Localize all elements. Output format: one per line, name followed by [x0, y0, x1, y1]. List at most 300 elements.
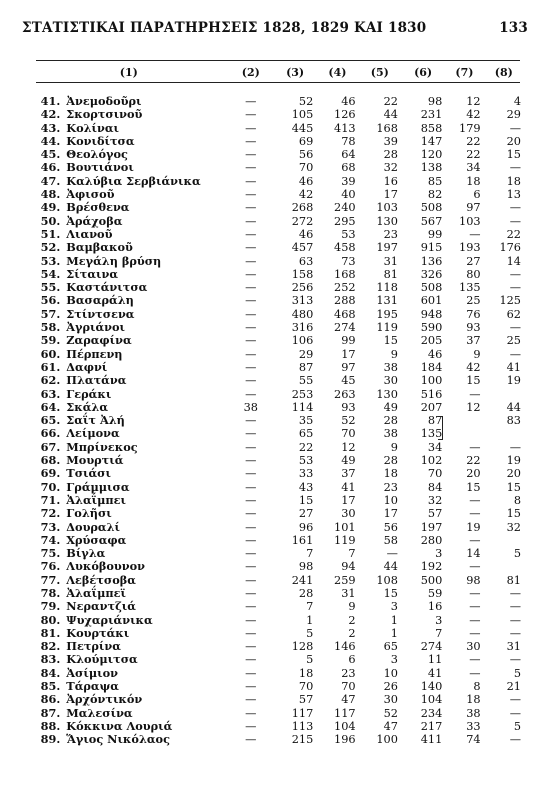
col4-value: 31 [341, 586, 356, 600]
row-number: 64. [40, 399, 61, 414]
col4-value: 17 [341, 493, 356, 507]
col2-value: — [245, 467, 257, 481]
col5-value: 56 [383, 520, 398, 534]
row-number: 51. [40, 226, 61, 241]
col2-value: — [245, 294, 257, 308]
table-row [30, 560, 524, 573]
col4-value: 413 [334, 121, 356, 135]
table-row [30, 680, 524, 693]
col2-value: — [245, 480, 257, 494]
col5-value: 15 [383, 586, 398, 600]
col4-value: 68 [341, 161, 356, 175]
col4-value: 41 [341, 480, 356, 494]
col8-value: 62 [506, 307, 521, 321]
col6-value: 411 [420, 733, 443, 747]
col3-value: 18 [298, 666, 314, 680]
table-row [30, 108, 524, 121]
col5-value: 31 [383, 254, 398, 268]
table-row [30, 640, 524, 653]
col5-value: 58 [383, 533, 398, 547]
table-row [30, 348, 524, 361]
table-row [30, 175, 524, 188]
column-header-2: (2) [241, 65, 260, 79]
col2-value: — [245, 653, 257, 667]
col5-value: 47 [383, 719, 398, 733]
village-name: Λυκόβουνον [66, 559, 145, 574]
col3-value: 35 [298, 414, 314, 428]
table-row [30, 720, 524, 733]
table-row [30, 361, 524, 374]
col3-value: 457 [291, 241, 314, 255]
col3-value: 57 [298, 693, 314, 707]
col3-value: 56 [298, 148, 314, 162]
col6-value: 948 [420, 307, 443, 321]
col3-value: 96 [298, 520, 314, 534]
col8-value [484, 388, 524, 401]
col5-value: 52 [383, 706, 398, 720]
col4-value: 196 [334, 733, 356, 747]
col2-value: — [245, 533, 257, 547]
col3-value: 65 [298, 427, 314, 441]
col5-value: 23 [383, 227, 398, 241]
col2-value: — [245, 254, 257, 268]
col3-value: 445 [291, 121, 314, 135]
col6-value: 7 [435, 626, 443, 640]
col7-value: 103 [459, 214, 481, 228]
col8-value [484, 534, 524, 547]
village-name: Νεραντζιά [66, 599, 136, 614]
col7-value: — [469, 227, 481, 241]
col8-value: 15 [506, 480, 521, 494]
col4-value: 97 [341, 360, 356, 374]
col8-value: — [509, 626, 521, 640]
village-name: Ἀφισοῦ [66, 187, 115, 202]
col8-value: — [509, 321, 521, 335]
table-row [30, 693, 524, 706]
col6-value: 41 [427, 666, 443, 680]
statistics-table [30, 63, 524, 747]
col8-value: 25 [506, 334, 521, 348]
table-row [30, 481, 524, 494]
table-row [30, 255, 524, 268]
col7-value: — [469, 533, 481, 547]
col6-value: 11 [427, 653, 443, 667]
col4-value: 295 [334, 214, 356, 228]
col4-value: 458 [334, 241, 356, 255]
col6-value: 184 [420, 360, 443, 374]
row-number: 70. [40, 479, 61, 494]
village-name: Δουραλί [66, 519, 121, 534]
col8-value: — [509, 347, 521, 361]
col4-value: 119 [334, 533, 356, 547]
col5-value: — [386, 547, 398, 561]
village-name: Κολίναι [66, 120, 120, 135]
village-name: Κουρτάκι [66, 625, 130, 640]
village-name: Χρύσαφα [66, 532, 127, 547]
col8-value: — [509, 600, 521, 614]
village-name: Σαΐτ Ἀλή [66, 413, 125, 428]
col8-value: — [509, 201, 521, 215]
col3-value: 105 [291, 108, 314, 122]
col2-value: — [245, 520, 257, 534]
row-number: 86. [40, 692, 61, 707]
table-row [30, 534, 524, 547]
col6-value: 192 [420, 560, 443, 574]
col7-value: — [469, 666, 481, 680]
col3-value: 52 [298, 95, 314, 108]
col5-value: 9 [390, 440, 398, 454]
col6-value: 135 [420, 427, 443, 441]
col4-value: 94 [341, 560, 356, 574]
village-name: Τάραψα [66, 679, 119, 694]
row-number: 60. [40, 346, 61, 361]
table-row [30, 521, 524, 534]
col2-value: — [245, 121, 257, 135]
col4-value: 12 [341, 440, 356, 454]
col7-value: — [469, 586, 481, 600]
village-name: Πέρπενη [66, 346, 123, 361]
column-header-3: (3) [286, 65, 305, 79]
row-number: 54. [40, 266, 61, 281]
col4-value: 2 [348, 613, 356, 627]
row-number: 72. [40, 506, 61, 521]
col5-value: 108 [376, 573, 398, 587]
col4-value: 468 [334, 307, 356, 321]
col7-value: — [469, 613, 481, 627]
table-row [30, 614, 524, 627]
table-row [30, 334, 524, 347]
village-name: Λιανοῦ [66, 226, 113, 241]
col6-value: 100 [420, 374, 443, 388]
col8-value: 22 [506, 227, 521, 241]
col7-value: 98 [466, 573, 481, 587]
col2-value: — [245, 414, 257, 428]
col6-value: 205 [420, 334, 443, 348]
col4-value: 117 [334, 706, 356, 720]
row-number: 87. [40, 705, 61, 720]
col2-value: — [245, 108, 257, 122]
row-number: 85. [40, 679, 61, 694]
village-name: Ἀσίμιον [66, 665, 118, 680]
col4-value: 70 [341, 680, 356, 694]
col7-value: 12 [466, 400, 481, 414]
col4-value: 252 [334, 281, 356, 295]
col2-value: — [245, 321, 257, 335]
col8-value: 81 [506, 573, 521, 587]
table-row [30, 268, 524, 281]
col7-value: — [469, 387, 481, 401]
col6-value: 197 [420, 520, 443, 534]
col5-value: 1 [390, 613, 398, 627]
col5-value: 3 [390, 600, 398, 614]
col6-value: 85 [427, 174, 443, 188]
col8-value: 14 [506, 254, 521, 268]
col3-value: 28 [298, 586, 314, 600]
row-number: 59. [40, 333, 61, 348]
col5-value: 32 [383, 161, 398, 175]
col3-value: 268 [291, 201, 314, 215]
col6-value: 34 [427, 440, 443, 454]
col5-value: 23 [383, 480, 398, 494]
col3-value: 46 [298, 174, 314, 188]
col7-value: 93 [466, 321, 481, 335]
col2-value: — [245, 547, 257, 561]
table-row [30, 467, 524, 480]
col6-value: 3 [435, 547, 443, 561]
table-row [30, 308, 524, 321]
col2-value: — [245, 706, 257, 720]
col3-value: 29 [298, 347, 314, 361]
col2-value: — [245, 267, 257, 281]
col3-value: 55 [298, 374, 314, 388]
row-number: 52. [40, 240, 61, 255]
col5-value: 9 [390, 347, 398, 361]
col2-value: — [245, 387, 257, 401]
col6-value: 59 [427, 586, 443, 600]
col3-value: 106 [291, 334, 314, 348]
village-name: Γεράκι [66, 386, 112, 401]
col2-value: — [245, 680, 257, 694]
col5-value: 16 [383, 174, 398, 188]
col8-value: 125 [499, 294, 521, 308]
col5-value: 30 [383, 693, 398, 707]
col3-value: 33 [298, 467, 314, 481]
col3-value: 46 [298, 227, 314, 241]
village-name: Καστάνιτσα [66, 280, 148, 295]
col8-value: 4 [513, 95, 521, 108]
village-name: Ἀλαΐμπει [66, 492, 126, 507]
col8-value: — [509, 586, 521, 600]
table-row [30, 374, 524, 387]
col4-value: 23 [341, 666, 356, 680]
col7-value: 6 [473, 188, 481, 202]
col3-value: 53 [298, 454, 314, 468]
col7-value: 193 [459, 241, 481, 255]
col4-value: 101 [334, 520, 356, 534]
col6-value: 99 [427, 227, 443, 241]
col3-value: 22 [298, 440, 314, 454]
col8-value: 19 [506, 374, 521, 388]
col3-value: 70 [298, 161, 314, 175]
table-row [30, 587, 524, 600]
row-number: 49. [40, 200, 61, 215]
col5-value: 44 [383, 560, 398, 574]
col6-value: 217 [420, 719, 443, 733]
col3-value: 1 [306, 613, 314, 627]
col7-value: 30 [466, 640, 481, 654]
table-header-row [30, 63, 524, 81]
col3-value: 5 [306, 626, 314, 640]
table-row [30, 494, 524, 507]
col7-value: 80 [466, 267, 481, 281]
col7-value: 19 [466, 520, 481, 534]
col5-value: 17 [383, 507, 398, 521]
col2-value: — [245, 148, 257, 162]
col6-value: 590 [420, 321, 443, 335]
col3-value: 69 [298, 134, 314, 148]
row-number: 78. [40, 585, 61, 600]
col7-value: 18 [466, 174, 481, 188]
col3-value: 27 [298, 507, 314, 521]
table-row [30, 707, 524, 720]
row-number: 71. [40, 492, 61, 507]
col2-value: 38 [243, 400, 258, 414]
row-number: 55. [40, 280, 61, 295]
col2-value: — [245, 454, 257, 468]
col4-value: 39 [341, 174, 356, 188]
col4-value: 64 [341, 148, 356, 162]
col2-value: — [245, 719, 257, 733]
col8-value: 83 [506, 414, 521, 428]
col8-value: 5 [513, 719, 521, 733]
col5-value: 100 [376, 733, 398, 747]
col3-value: 7 [306, 547, 314, 561]
table-row [30, 388, 524, 401]
table-row [30, 667, 524, 680]
col7-value: 14 [466, 547, 481, 561]
col2-value: — [245, 573, 257, 587]
row-number: 73. [40, 519, 61, 534]
village-name: Στίντσενα [66, 306, 135, 321]
row-number: 77. [40, 572, 61, 587]
table-row [30, 148, 524, 161]
col3-value: 313 [291, 294, 314, 308]
col2-value: — [245, 241, 257, 255]
row-number: 61. [40, 359, 61, 374]
col4-value: 259 [334, 573, 356, 587]
col4-value: 2 [348, 626, 356, 640]
table-row [30, 95, 524, 108]
col5-value: 1 [390, 626, 398, 640]
col2-value: — [245, 440, 257, 454]
col7-value: 42 [466, 108, 481, 122]
row-number: 58. [40, 320, 61, 335]
village-name: Ἀράχοβα [66, 213, 123, 228]
col5-value: 195 [376, 307, 398, 321]
col8-value: 5 [513, 547, 521, 561]
village-name: Ζαραφίνα [66, 333, 132, 348]
col7-value: 74 [466, 733, 481, 747]
col5-value: 119 [376, 321, 398, 335]
col7-value: 42 [466, 360, 481, 374]
col8-value: 20 [506, 134, 521, 148]
col4-value: 146 [334, 640, 356, 654]
col6-value: 46 [427, 347, 443, 361]
col7-value: — [469, 493, 481, 507]
col5-value: 10 [383, 666, 398, 680]
row-number: 53. [40, 253, 61, 268]
table-row [30, 454, 524, 467]
col5-value: 103 [376, 201, 398, 215]
table-row [30, 201, 524, 214]
col4-value: 7 [348, 547, 356, 561]
col7-value: 34 [466, 161, 481, 175]
col3-value: 5 [306, 653, 314, 667]
col7-value: — [469, 560, 481, 574]
col4-value: 168 [334, 267, 356, 281]
col3-value: 7 [306, 600, 314, 614]
row-number: 46. [40, 160, 61, 175]
row-number: 74. [40, 532, 61, 547]
table-row [30, 188, 524, 201]
col8-value: 32 [506, 520, 521, 534]
col6-value: 87 [401, 414, 445, 427]
table-row [30, 441, 524, 454]
village-name: Μπρίνεκος [66, 439, 138, 454]
col5-value: 17 [383, 188, 398, 202]
col5-value: 39 [383, 134, 398, 148]
col3-value: 113 [291, 719, 314, 733]
col7-value: 22 [466, 454, 481, 468]
col3-value: 128 [291, 640, 314, 654]
col8-value: 41 [506, 360, 521, 374]
col5-value: 131 [376, 294, 398, 308]
table-row [30, 427, 524, 440]
col2-value: — [245, 201, 257, 215]
col6-value: 274 [420, 640, 443, 654]
row-number: 43. [40, 120, 61, 135]
col5-value: 10 [383, 493, 398, 507]
col5-value: 28 [383, 454, 398, 468]
col4-value: 17 [341, 347, 356, 361]
table-row [30, 414, 524, 427]
table-row [30, 122, 524, 135]
col3-value: 158 [291, 267, 314, 281]
col4-value: 37 [341, 467, 356, 481]
col3-value: 42 [298, 188, 314, 202]
col6-value: 280 [420, 533, 443, 547]
table-row [30, 161, 524, 174]
row-number: 80. [40, 612, 61, 627]
col5-value: 168 [376, 121, 398, 135]
col5-value: 44 [383, 108, 398, 122]
row-number: 56. [40, 293, 61, 308]
col4-value: 45 [341, 374, 356, 388]
col4-value: 126 [334, 108, 356, 122]
col7-value: 15 [466, 374, 481, 388]
village-name: Βρέσθενα [66, 200, 130, 215]
village-name: Ἀρχόντικόν [66, 692, 143, 707]
village-name: Σίταινα [66, 266, 119, 281]
village-name: Γράμμισα [66, 479, 130, 494]
column-header-1: (1) [119, 65, 138, 79]
row-number: 48. [40, 187, 61, 202]
col6-value: 104 [420, 693, 443, 707]
row-number: 66. [40, 426, 61, 441]
col2-value: — [245, 493, 257, 507]
col8-value: — [509, 121, 521, 135]
col8-value [484, 427, 524, 440]
col5-value: 118 [376, 281, 398, 295]
col2-value: — [245, 334, 257, 348]
header-spacer [30, 81, 524, 95]
col7-value: 38 [466, 706, 481, 720]
col7-value: 20 [466, 467, 481, 481]
col7-value: — [469, 507, 481, 521]
village-name: Βαμβακοῦ [66, 240, 133, 255]
col7-value [445, 427, 483, 440]
col4-value: 93 [341, 400, 356, 414]
col7-value: 97 [466, 201, 481, 215]
table-row [30, 507, 524, 520]
col6-value: 16 [427, 600, 443, 614]
col2-value: — [245, 161, 257, 175]
col7-value: 76 [466, 307, 481, 321]
col6-value: 140 [420, 680, 443, 694]
village-name: Λείμονα [66, 426, 120, 441]
col2-value: — [245, 281, 257, 295]
col4-value: 9 [348, 600, 356, 614]
